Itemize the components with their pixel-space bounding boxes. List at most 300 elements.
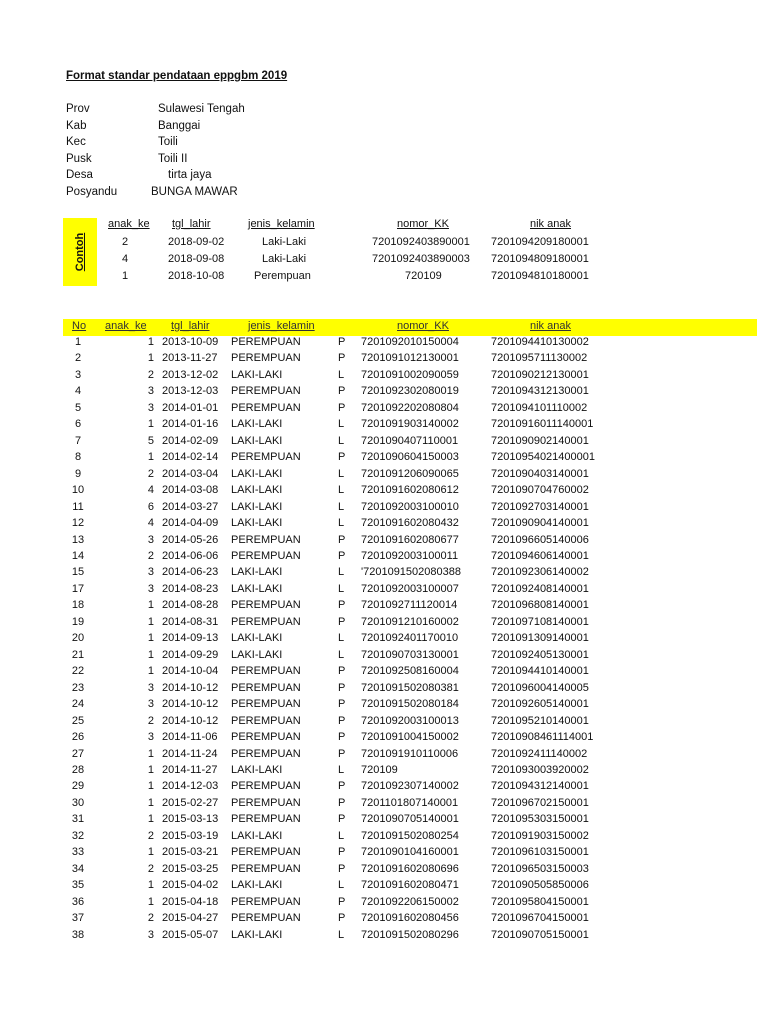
row-no: 20 — [71, 632, 85, 645]
row-jenis-kelamin: LAKI-LAKI — [231, 632, 283, 645]
table-row — [0, 534, 768, 551]
row-nomor-kk: 7201090604150003 — [361, 451, 459, 464]
table-row — [0, 846, 768, 863]
row-nomor-kk: 7201091012130001 — [361, 352, 459, 365]
row-nik-anak: 7201090904140001 — [491, 517, 589, 530]
row-anak-ke: 3 — [147, 566, 154, 579]
row-tgl-lahir: 2015-03-21 — [162, 846, 219, 859]
row-jenis-kelamin: LAKI-LAKI — [231, 418, 283, 431]
table-row — [0, 764, 768, 781]
row-nik-anak: 7201094101110002 — [491, 401, 588, 414]
example-cell-anak-ke: 2 — [122, 236, 129, 248]
row-nik-anak: 7201091309140001 — [491, 632, 589, 645]
row-lp: L — [338, 632, 345, 645]
table-row — [0, 468, 768, 485]
row-tgl-lahir: 2014-11-24 — [162, 747, 218, 760]
row-nomor-kk: 7201091502080184 — [361, 698, 459, 711]
row-nik-anak: 7201097108140001 — [491, 615, 589, 628]
row-lp: P — [338, 533, 346, 546]
row-nomor-kk: 7201092206150002 — [361, 895, 459, 908]
row-anak-ke: 2 — [147, 714, 154, 727]
row-lp: P — [338, 780, 346, 793]
row-jenis-kelamin: LAKI-LAKI — [231, 517, 283, 530]
row-nik-anak: 7201096605140006 — [491, 533, 589, 546]
row-lp: L — [338, 517, 345, 530]
table-row — [0, 748, 768, 765]
info-label-pusk: Pusk — [66, 153, 92, 165]
row-no: 9 — [74, 467, 82, 480]
row-no: 33 — [71, 846, 85, 859]
row-lp: P — [338, 796, 346, 809]
row-nomor-kk: 7201091206090065 — [361, 467, 459, 480]
row-nik-anak: 7201095804150001 — [491, 895, 589, 908]
row-lp: P — [338, 401, 346, 414]
row-jenis-kelamin: LAKI-LAKI — [231, 500, 283, 513]
row-nomor-kk: 7201092302080019 — [361, 385, 459, 398]
row-nomor-kk: 7201101807140001 — [361, 796, 459, 809]
row-anak-ke: 1 — [147, 879, 154, 892]
row-jenis-kelamin: LAKI-LAKI — [231, 582, 283, 595]
row-anak-ke: 1 — [147, 665, 154, 678]
row-jenis-kelamin: PEREMPUAN — [231, 401, 301, 414]
example-cell-nomor-kk: 7201092403890001 — [372, 236, 470, 248]
row-no: 11 — [72, 500, 84, 513]
row-nomor-kk: 7201092003100007 — [361, 582, 459, 595]
row-no: 24 — [71, 698, 85, 711]
row-nik-anak: 7201092405130001 — [491, 648, 589, 661]
row-anak-ke: 1 — [147, 895, 154, 908]
row-nomor-kk: 7201091602080612 — [361, 484, 459, 497]
row-nomor-kk: 7201091210160002 — [361, 615, 459, 628]
row-jenis-kelamin: PEREMPUAN — [231, 912, 301, 925]
row-nik-anak: 7201094312140001 — [491, 780, 589, 793]
row-nik-anak: 7201094410130002 — [491, 336, 589, 348]
example-cell-tgl-lahir: 2018-09-08 — [168, 253, 225, 265]
example-cell-tgl-lahir: 2018-10-08 — [168, 270, 225, 282]
row-tgl-lahir: 2014-01-01 — [162, 401, 219, 414]
row-lp: L — [338, 484, 345, 497]
row-nik-anak: 7201096702150001 — [491, 796, 589, 809]
row-nomor-kk: 7201092003100010 — [361, 500, 459, 513]
row-nik-anak: 7201090704760002 — [491, 484, 589, 497]
example-cell-nik-anak: 7201094209180001 — [491, 236, 589, 248]
row-jenis-kelamin: PEREMPUAN — [231, 533, 301, 546]
row-tgl-lahir: 2015-03-19 — [162, 829, 219, 842]
row-nomor-kk: 7201090703130001 — [361, 648, 459, 661]
row-lp: P — [338, 714, 346, 727]
row-jenis-kelamin: PEREMPUAN — [231, 336, 301, 348]
row-no: 22 — [71, 665, 85, 678]
row-anak-ke: 3 — [147, 698, 154, 711]
info-label-prov: Prov — [66, 103, 90, 115]
row-tgl-lahir: 2014-08-28 — [162, 599, 219, 612]
row-nik-anak: 7201092605140001 — [491, 698, 589, 711]
row-lp: P — [338, 451, 346, 464]
table-row — [0, 566, 768, 583]
row-jenis-kelamin: PEREMPUAN — [231, 451, 301, 464]
row-no: 15 — [71, 566, 85, 579]
main-header-nik-anak: nik anak — [530, 320, 571, 332]
row-jenis-kelamin: LAKI-LAKI — [231, 434, 283, 447]
row-no: 5 — [74, 401, 82, 414]
row-lp: L — [338, 928, 345, 941]
row-nik-anak: 72010916011140001 — [491, 418, 594, 431]
row-anak-ke: 1 — [147, 846, 154, 859]
row-anak-ke: 3 — [147, 681, 154, 694]
row-nik-anak: 7201090212130001 — [491, 368, 589, 381]
row-no: 31 — [71, 813, 85, 826]
info-value-kec: Toili — [158, 136, 178, 148]
row-no: 4 — [74, 385, 82, 398]
row-no: 2 — [74, 352, 82, 365]
row-nomor-kk: 7201091602080456 — [361, 912, 459, 925]
row-lp: P — [338, 352, 346, 365]
row-anak-ke: 1 — [147, 747, 154, 760]
row-lp: P — [338, 813, 346, 826]
example-cell-jenis-kelamin: Perempuan — [254, 270, 311, 282]
example-cell-anak-ke: 1 — [122, 270, 129, 282]
example-cell-jenis-kelamin: Laki-Laki — [262, 253, 307, 265]
example-cell-nomor-kk: 7201092403890003 — [372, 253, 470, 265]
example-side-text: Contoh — [74, 232, 86, 272]
example-cell-nik-anak: 7201094810180001 — [491, 270, 589, 282]
row-nomor-kk: 7201091004150002 — [361, 731, 459, 744]
row-anak-ke: 5 — [147, 434, 154, 447]
table-row — [0, 517, 768, 534]
row-tgl-lahir: 2014-03-08 — [162, 484, 219, 497]
row-no: 19 — [71, 615, 85, 628]
row-nik-anak: 7201094410140001 — [491, 665, 589, 678]
row-no: 10 — [71, 484, 85, 497]
example-header-nik-anak: nik anak — [530, 218, 571, 230]
row-nik-anak: 7201092408140001 — [491, 582, 589, 595]
row-anak-ke: 1 — [147, 632, 154, 645]
row-tgl-lahir: 2014-03-04 — [162, 467, 219, 480]
row-nik-anak: 7201095711130002 — [491, 352, 588, 365]
row-nik-anak: 7201096503150003 — [491, 862, 589, 875]
row-lp: L — [338, 434, 345, 447]
row-tgl-lahir: 2014-08-31 — [162, 615, 219, 628]
example-cell-tgl-lahir: 2018-09-02 — [168, 236, 225, 248]
row-no: 32 — [71, 829, 85, 842]
row-anak-ke: 1 — [147, 813, 154, 826]
row-lp: P — [338, 615, 346, 628]
info-value-kab: Banggai — [158, 120, 201, 132]
row-anak-ke: 2 — [147, 467, 154, 480]
row-nomor-kk: 7201090705140001 — [361, 813, 459, 826]
info-label-desa: Desa — [66, 169, 93, 181]
row-nik-anak: 7201095210140001 — [491, 714, 589, 727]
row-jenis-kelamin: LAKI-LAKI — [231, 467, 283, 480]
row-tgl-lahir: 2014-05-26 — [162, 533, 219, 546]
row-lp: L — [338, 829, 345, 842]
row-tgl-lahir: 2014-11-27 — [162, 763, 218, 776]
row-jenis-kelamin: PEREMPUAN — [231, 780, 301, 793]
row-nomor-kk: 7201091502080296 — [361, 928, 459, 941]
row-lp: L — [338, 763, 345, 776]
row-nomor-kk: 720109 — [361, 763, 398, 776]
example-header-tgl-lahir: tgl_lahir — [172, 218, 211, 230]
row-tgl-lahir: 2014-09-29 — [162, 648, 219, 661]
row-jenis-kelamin: PEREMPUAN — [231, 549, 301, 562]
row-nik-anak: 7201092703140001 — [491, 500, 589, 513]
row-nomor-kk: 7201092202080804 — [361, 401, 459, 414]
info-value-pusk: Toili II — [158, 153, 188, 165]
row-anak-ke: 3 — [147, 582, 154, 595]
row-tgl-lahir: 2014-04-09 — [162, 517, 219, 530]
table-row — [0, 369, 768, 386]
row-tgl-lahir: 2014-02-14 — [162, 451, 219, 464]
row-anak-ke: 1 — [147, 780, 154, 793]
row-anak-ke: 3 — [147, 731, 154, 744]
table-row — [0, 451, 768, 468]
row-jenis-kelamin: LAKI-LAKI — [231, 763, 283, 776]
row-no: 17 — [71, 582, 85, 595]
row-nomor-kk: 7201091502080381 — [361, 681, 459, 694]
example-header-anak-ke: anak_ke — [108, 218, 150, 230]
row-nik-anak: 7201090705150001 — [491, 928, 589, 941]
info-value-prov: Sulawesi Tengah — [158, 103, 245, 115]
row-jenis-kelamin: PEREMPUAN — [231, 714, 301, 727]
row-no: 6 — [74, 418, 82, 431]
row-lp: P — [338, 665, 346, 678]
example-cell-nik-anak: 7201094809180001 — [491, 253, 589, 265]
row-nik-anak: 7201093003920002 — [491, 763, 589, 776]
row-anak-ke: 2 — [147, 912, 154, 925]
table-row — [0, 484, 768, 501]
row-nik-anak: 7201091903150002 — [491, 829, 589, 842]
row-nik-anak: 7201092411140002 — [491, 747, 588, 760]
row-jenis-kelamin: PEREMPUAN — [231, 895, 301, 908]
table-row — [0, 715, 768, 732]
row-tgl-lahir: 2013-11-27 — [162, 352, 218, 365]
row-anak-ke: 1 — [147, 796, 154, 809]
row-lp: P — [338, 895, 346, 908]
row-no: 14 — [71, 549, 85, 562]
table-row — [0, 698, 768, 715]
row-anak-ke: 4 — [147, 484, 154, 497]
row-nik-anak: 7201096704150001 — [491, 912, 589, 925]
row-tgl-lahir: 2014-12-03 — [162, 780, 219, 793]
row-nomor-kk: 7201091602080471 — [361, 879, 459, 892]
row-no: 28 — [71, 763, 85, 776]
row-jenis-kelamin: PEREMPUAN — [231, 385, 301, 398]
table-row — [0, 402, 768, 419]
row-anak-ke: 1 — [147, 763, 154, 776]
row-tgl-lahir: 2014-10-12 — [162, 681, 219, 694]
table-row — [0, 501, 768, 518]
row-nomor-kk: 7201092003100013 — [361, 714, 459, 727]
example-side-label — [63, 218, 97, 286]
row-nik-anak: 7201092306140002 — [491, 566, 589, 579]
row-anak-ke: 3 — [147, 533, 154, 546]
row-tgl-lahir: 2015-04-27 — [162, 912, 219, 925]
row-lp: P — [338, 549, 346, 562]
row-nomor-kk: 7201092508160004 — [361, 665, 459, 678]
row-jenis-kelamin: PEREMPUAN — [231, 599, 301, 612]
row-nomor-kk: 7201091502080254 — [361, 829, 459, 842]
row-anak-ke: 1 — [147, 418, 154, 431]
row-nik-anak: 7201095303150001 — [491, 813, 589, 826]
row-nomor-kk: 7201092003100011 — [361, 549, 459, 562]
row-nomor-kk: 7201092401170010 — [361, 632, 459, 645]
row-tgl-lahir: 2014-10-12 — [162, 714, 219, 727]
info-label-kab: Kab — [66, 120, 87, 132]
row-jenis-kelamin: LAKI-LAKI — [231, 484, 283, 497]
row-anak-ke: 1 — [147, 451, 154, 464]
row-nik-anak: 7201090403140001 — [491, 467, 589, 480]
row-no: 27 — [71, 747, 85, 760]
row-tgl-lahir: 2015-04-02 — [162, 879, 219, 892]
main-header-anak-ke: anak_ke — [105, 320, 147, 332]
row-lp: P — [338, 862, 346, 875]
table-row — [0, 418, 768, 435]
row-nomor-kk: 7201090407110001 — [361, 434, 459, 447]
row-anak-ke: 1 — [147, 352, 154, 365]
main-header-no: No — [72, 320, 87, 332]
row-nomor-kk: 7201091002090059 — [361, 368, 459, 381]
row-tgl-lahir: 2013-12-03 — [162, 385, 219, 398]
row-lp: P — [338, 681, 346, 694]
row-jenis-kelamin: PEREMPUAN — [231, 846, 301, 859]
table-row — [0, 731, 768, 748]
row-anak-ke: 2 — [147, 368, 154, 381]
row-anak-ke: 2 — [147, 549, 154, 562]
row-nik-anak: 7201096808140001 — [491, 599, 589, 612]
row-tgl-lahir: 2014-01-16 — [162, 418, 219, 431]
row-jenis-kelamin: PEREMPUAN — [231, 813, 301, 826]
table-row — [0, 912, 768, 929]
row-nomor-kk: 7201091602080696 — [361, 862, 459, 875]
row-nik-anak: 72010954021400001 — [491, 451, 596, 464]
table-row — [0, 780, 768, 797]
row-no: 7 — [74, 434, 82, 447]
table-row — [0, 682, 768, 699]
row-no: 1 — [74, 336, 82, 348]
row-lp: P — [338, 846, 346, 859]
row-anak-ke: 4 — [147, 517, 154, 530]
row-lp: P — [338, 599, 346, 612]
row-tgl-lahir: 2014-10-04 — [162, 665, 219, 678]
info-value-posyandu: BUNGA MAWAR — [151, 186, 238, 198]
example-cell-nomor-kk: 720109 — [405, 270, 442, 282]
row-jenis-kelamin: PEREMPUAN — [231, 681, 301, 694]
example-cell-jenis-kelamin: Laki-Laki — [262, 236, 307, 248]
row-no: 23 — [71, 681, 85, 694]
row-anak-ke: 3 — [147, 385, 154, 398]
row-anak-ke: 1 — [147, 336, 154, 348]
example-header-nomor-kk: nomor_KK — [397, 218, 449, 230]
row-tgl-lahir: 2015-03-25 — [162, 862, 219, 875]
row-no: 36 — [71, 895, 85, 908]
row-tgl-lahir: 2015-02-27 — [162, 796, 219, 809]
row-tgl-lahir: 2014-03-27 — [162, 500, 219, 513]
row-anak-ke: 1 — [147, 615, 154, 628]
row-lp: L — [338, 500, 345, 513]
row-jenis-kelamin: LAKI-LAKI — [231, 829, 283, 842]
table-row — [0, 599, 768, 616]
row-lp: P — [338, 747, 346, 760]
row-nomor-kk: 7201091903140002 — [361, 418, 459, 431]
row-anak-ke: 1 — [147, 599, 154, 612]
row-jenis-kelamin: PEREMPUAN — [231, 731, 301, 744]
row-tgl-lahir: 2015-05-07 — [162, 928, 219, 941]
info-label-kec: Kec — [66, 136, 86, 148]
table-row — [0, 896, 768, 913]
row-nik-anak: 7201090505850006 — [491, 879, 589, 892]
main-header-jenis-kelamin: jenis_kelamin — [248, 320, 315, 332]
row-jenis-kelamin: PEREMPUAN — [231, 862, 301, 875]
row-no: 12 — [71, 517, 85, 530]
row-nomor-kk: 7201091602080677 — [361, 533, 459, 546]
table-row — [0, 929, 768, 946]
row-nomor-kk: 7201090104160001 — [361, 846, 459, 859]
page-title: Format standar pendataan eppgbm 2019 — [66, 70, 288, 82]
row-anak-ke: 2 — [147, 829, 154, 842]
table-row — [0, 863, 768, 880]
row-jenis-kelamin: PEREMPUAN — [231, 747, 301, 760]
row-jenis-kelamin: LAKI-LAKI — [231, 566, 283, 579]
row-anak-ke: 6 — [147, 500, 154, 513]
row-nomor-kk: '7201091502080388 — [361, 566, 461, 579]
row-lp: P — [338, 698, 346, 711]
row-nik-anak: 7201096004140005 — [491, 681, 589, 694]
row-tgl-lahir: 2013-10-09 — [162, 336, 219, 348]
row-nomor-kk: 7201092010150004 — [361, 336, 459, 348]
table-row — [0, 435, 768, 452]
table-row — [0, 616, 768, 633]
example-cell-anak-ke: 4 — [122, 253, 129, 265]
row-anak-ke: 3 — [147, 401, 154, 414]
row-tgl-lahir: 2015-04-18 — [162, 895, 219, 908]
example-header-jenis-kelamin: jenis_kelamin — [248, 218, 315, 230]
info-value-desa: tirta jaya — [168, 169, 212, 181]
row-tgl-lahir: 2014-10-12 — [162, 698, 219, 711]
table-row — [0, 550, 768, 567]
row-tgl-lahir: 2014-08-23 — [162, 582, 219, 595]
row-tgl-lahir: 2014-09-13 — [162, 632, 219, 645]
row-no: 35 — [71, 879, 85, 892]
table-row — [0, 649, 768, 666]
row-lp: L — [338, 879, 345, 892]
row-no: 25 — [71, 714, 85, 727]
row-nik-anak: 7201094312130001 — [491, 385, 589, 398]
row-no: 3 — [74, 368, 82, 381]
row-lp: L — [338, 566, 345, 579]
row-jenis-kelamin: LAKI-LAKI — [231, 648, 283, 661]
row-tgl-lahir: 2014-02-09 — [162, 434, 219, 447]
row-no: 18 — [71, 599, 85, 612]
row-no: 21 — [71, 648, 85, 661]
row-lp: L — [338, 418, 345, 431]
row-no: 29 — [71, 780, 85, 793]
table-row — [0, 632, 768, 649]
main-header-tgl-lahir: tgl_lahir — [171, 320, 210, 332]
table-row — [0, 879, 768, 896]
row-nik-anak: 72010908461114001 — [491, 731, 594, 744]
table-row — [0, 352, 768, 369]
table-row — [0, 583, 768, 600]
row-no: 30 — [71, 796, 85, 809]
row-tgl-lahir: 2014-11-06 — [162, 731, 218, 744]
row-jenis-kelamin: PEREMPUAN — [231, 352, 301, 365]
row-lp: L — [338, 467, 345, 480]
row-jenis-kelamin: LAKI-LAKI — [231, 368, 283, 381]
row-nik-anak: 7201090902140001 — [491, 434, 589, 447]
row-lp: P — [338, 731, 346, 744]
row-lp: P — [338, 912, 346, 925]
row-lp: P — [338, 336, 346, 348]
